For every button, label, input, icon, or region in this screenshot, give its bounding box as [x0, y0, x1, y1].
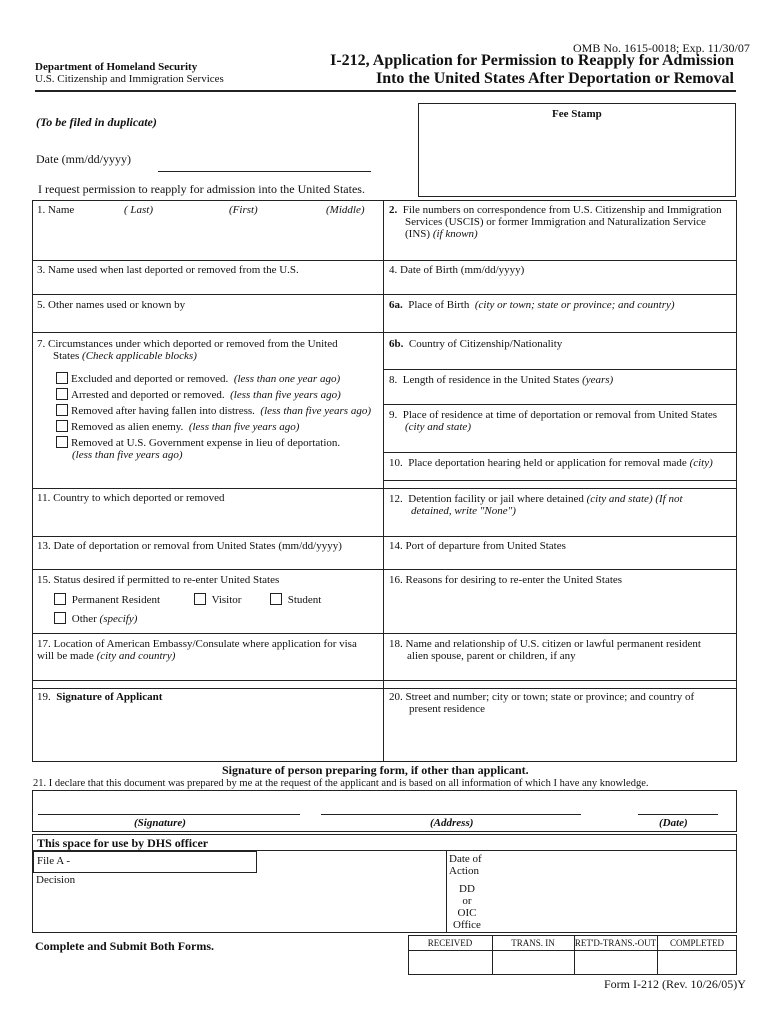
circumstance-label: Excluded and deported or removed.: [71, 373, 229, 385]
row-divider: [32, 680, 737, 681]
field-20-line1: 20. Street and number; city or town; state or province; and country of: [389, 691, 695, 703]
status-hint: (specify): [99, 613, 138, 625]
checkbox[interactable]: [56, 420, 68, 432]
status-label: Permanent Resident: [71, 594, 161, 606]
preparer-declaration: 21. I declare that this document was prepared by me at the request of the applicant and is based on all information of which I have any knowledge.: [33, 778, 649, 789]
field-12-number: 12.: [389, 493, 403, 505]
row-divider: [32, 536, 737, 537]
row-divider: [32, 260, 737, 261]
circumstance-label: Removed as alien enemy.: [71, 421, 184, 433]
date-of-label: Date of: [449, 853, 482, 865]
field-12-hint: (city and state) (If not: [586, 493, 683, 505]
field-1-label: Name: [48, 204, 75, 216]
field-2-line2: Services (USCIS) or former Immigration and Naturalization Service: [405, 216, 706, 228]
field-2-line1: File numbers on correspondence from U.S. Citizenship and Immigration: [402, 204, 722, 216]
field-10-label: Place deportation hearing held or application for removal made: [408, 457, 687, 469]
routing-returned-trans-out: RET'D-TRANS.-OUT: [574, 938, 657, 948]
oic-label: OIC: [457, 907, 477, 919]
field-10-hearing-place[interactable]: [389, 457, 713, 469]
preparer-date-label: (Date): [659, 817, 688, 829]
field-19-number: 19.: [37, 691, 51, 703]
dhs-action-divider: [446, 850, 447, 933]
circumstance-note: (less than five years ago): [260, 405, 371, 417]
field-15-status-desired: 15. Status desired if permitted to re-enter United States: [37, 574, 280, 586]
checkbox[interactable]: [270, 593, 282, 605]
field-19-signature[interactable]: [37, 691, 162, 703]
field-14-port-of-departure[interactable]: 14. Port of departure from United States: [389, 540, 566, 552]
status-option-other[interactable]: [54, 612, 137, 625]
field-20-present-residence[interactable]: [389, 691, 734, 715]
right-row-divider: [383, 452, 737, 453]
preparer-heading: Signature of person preparing form, if other than applicant.: [222, 763, 529, 777]
circumstance-label: Removed at U.S. Government expense in lieu of deportation.: [71, 437, 341, 449]
field-1-middle: (Middle): [326, 204, 365, 216]
field-17-line1: 17. Location of American Embassy/Consulate where application for visa: [37, 638, 357, 650]
right-row-divider: [383, 369, 737, 370]
field-20-line2: present residence: [409, 703, 486, 715]
preparer-address-label: (Address): [430, 817, 474, 829]
routing-completed: COMPLETED: [670, 938, 724, 948]
field-17-hint: (city and country): [96, 650, 176, 662]
field-6b-number: 6b.: [389, 338, 404, 350]
field-9-hint: (city and state): [405, 421, 471, 433]
field-12-detention-facility[interactable]: [389, 493, 734, 517]
field-12-label: Detention facility or jail where detained: [408, 493, 584, 505]
status-option-permanent[interactable]: [54, 593, 160, 606]
checkbox[interactable]: [194, 593, 206, 605]
field-4-date-of-birth[interactable]: 4. Date of Birth (mm/dd/yyyy): [389, 264, 525, 276]
field-6a-label: Place of Birth: [408, 299, 470, 311]
preparer-address-line[interactable]: [321, 814, 581, 815]
office-label: Office: [453, 919, 481, 931]
status-option-student[interactable]: [270, 593, 321, 606]
field-9-number: 9.: [389, 409, 398, 421]
row-divider: [32, 688, 737, 689]
checkbox[interactable]: [56, 372, 68, 384]
dd-oic-office: [452, 883, 482, 931]
circumstance-option[interactable]: [56, 420, 386, 436]
main-form-grid: [32, 200, 737, 762]
field-8-number: 8.: [389, 374, 398, 386]
status-label: Student: [287, 594, 322, 606]
field-2-known: (if known): [432, 228, 478, 240]
checkbox[interactable]: [54, 593, 66, 605]
omb-number: OMB No. 1615-0018; Exp. 11/30/07: [573, 41, 750, 55]
date-line[interactable]: [158, 171, 371, 172]
circumstance-note: (less than one year ago): [233, 373, 341, 385]
field-18-line1: 18. Name and relationship of U.S. citizen or lawful permanent resident: [389, 638, 701, 650]
routing-header-rule: [408, 950, 737, 951]
checkbox[interactable]: [54, 612, 66, 624]
or-label: or: [462, 895, 472, 907]
form-title-line2: Into the United States After Deportation or Removal: [375, 70, 734, 87]
field-8-hint: (years): [582, 374, 614, 386]
field-10-hint: (city): [689, 457, 713, 469]
circumstance-option[interactable]: [56, 404, 386, 420]
field-8-label: Length of residence in the United States: [402, 374, 580, 386]
field-16-reasons[interactable]: 16. Reasons for desiring to re-enter the United States: [389, 574, 623, 586]
row-divider: [32, 332, 737, 333]
field-19-label: Signature of Applicant: [56, 691, 163, 703]
field-7-line1: 7. Circumstances under which deported or removed from the United: [37, 338, 338, 350]
preparer-signature-line[interactable]: [38, 814, 300, 815]
action-label: Action: [449, 865, 479, 877]
row-divider: [32, 488, 737, 489]
field-1-last: ( Last): [124, 204, 154, 216]
row-divider: [32, 294, 737, 295]
file-a-field[interactable]: [33, 851, 257, 873]
field-17-embassy-location[interactable]: [37, 638, 382, 662]
date-of-action: [449, 853, 482, 877]
request-statement: I request permission to reapply for admission into the United States.: [38, 182, 365, 196]
field-13-date-of-removal[interactable]: 13. Date of deportation or removal from United States (mm/dd/yyyy): [37, 540, 342, 552]
dhs-heading: This space for use by DHS officer: [37, 836, 209, 850]
fee-stamp-label: Fee Stamp: [552, 108, 602, 120]
field-6a-place-of-birth[interactable]: [389, 299, 675, 311]
field-2-number: 2.: [389, 204, 398, 216]
right-row-divider: [383, 480, 737, 481]
file-a-label: File A -: [37, 855, 71, 867]
fee-stamp-box: [418, 103, 736, 197]
department-name: Department of Homeland Security: [35, 61, 198, 73]
field-5-other-names[interactable]: 5. Other names used or known by: [37, 299, 186, 311]
field-6a-hint: (city or town; state or province; and country): [474, 299, 675, 311]
preparer-signature-label: (Signature): [134, 817, 186, 829]
field-1-first: (First): [229, 204, 258, 216]
field-7-hint: (Check applicable blocks): [82, 350, 197, 362]
preparer-date-line[interactable]: [638, 814, 718, 815]
checkbox[interactable]: [56, 404, 68, 416]
header-rule: [35, 90, 736, 92]
grid-center-divider: [383, 200, 384, 762]
field-7-circumstances: [37, 338, 382, 362]
row-divider: [32, 569, 737, 570]
checkbox[interactable]: [56, 388, 68, 400]
field-3-last-name-used[interactable]: 3. Name used when last deported or removed from the U.S.: [37, 264, 299, 276]
field-18-us-relatives[interactable]: [389, 638, 734, 662]
field-12-hint-2: detained, write "None"): [411, 505, 516, 517]
circumstance-note: (less than five years ago): [72, 449, 183, 461]
circumstance-option[interactable]: [56, 436, 386, 449]
field-6b-label: Country of Citizenship/Nationality: [408, 338, 563, 350]
circumstance-note: (less than five years ago): [230, 389, 341, 401]
field-2-line3: (INS): [405, 228, 431, 240]
dd-label: DD: [459, 883, 475, 895]
checkbox[interactable]: [56, 436, 68, 448]
status-option-visitor[interactable]: [194, 593, 241, 606]
decision-label: Decision: [36, 874, 76, 886]
field-8-length-of-residence[interactable]: [389, 374, 613, 386]
circumstance-label: Arrested and deported or removed.: [71, 389, 225, 401]
field-11-country-deported-to[interactable]: 11. Country to which deported or removed: [37, 492, 225, 504]
field-18-line2: alien spouse, parent or children, if any: [407, 650, 576, 662]
routing-trans-in: TRANS. IN: [511, 938, 555, 948]
circumstance-label: Removed after having fallen into distress.: [71, 405, 255, 417]
form-title-line1: I-212, Application for Permission to Reapply for Admission: [330, 52, 734, 69]
field-1-name[interactable]: [37, 204, 74, 216]
circumstance-option[interactable]: [56, 372, 386, 388]
circumstance-note: (less than five years ago): [188, 421, 300, 433]
field-6a-number: 6a.: [389, 299, 403, 311]
field-6b-citizenship[interactable]: [389, 338, 562, 350]
right-row-divider: [383, 404, 737, 405]
field-10-number: 10.: [389, 457, 403, 469]
complete-submit-note: Complete and Submit Both Forms.: [35, 939, 215, 953]
form-id: Form I-212 (Rev. 10/26/05)Y: [604, 977, 746, 991]
field-1-number: 1.: [37, 204, 46, 216]
field-2-file-numbers[interactable]: [389, 204, 734, 240]
agency-name: U.S. Citizenship and Immigration Services: [35, 73, 224, 85]
field-9-line1: Place of residence at time of deportation or removal from United States: [402, 409, 718, 421]
row-divider: [32, 633, 737, 634]
duplicate-note: (To be filed in duplicate): [36, 115, 157, 129]
circumstance-checklist: [56, 372, 386, 461]
status-label: Other: [71, 613, 97, 625]
status-label: Visitor: [211, 594, 242, 606]
field-9-residence-at-removal[interactable]: [389, 409, 734, 433]
field-17-line2: will be made: [37, 650, 94, 662]
date-label: Date (mm/dd/yyyy): [36, 152, 131, 166]
routing-received: RECEIVED: [427, 938, 473, 948]
circumstance-option[interactable]: [56, 388, 386, 404]
field-7-line2: States: [53, 350, 80, 362]
